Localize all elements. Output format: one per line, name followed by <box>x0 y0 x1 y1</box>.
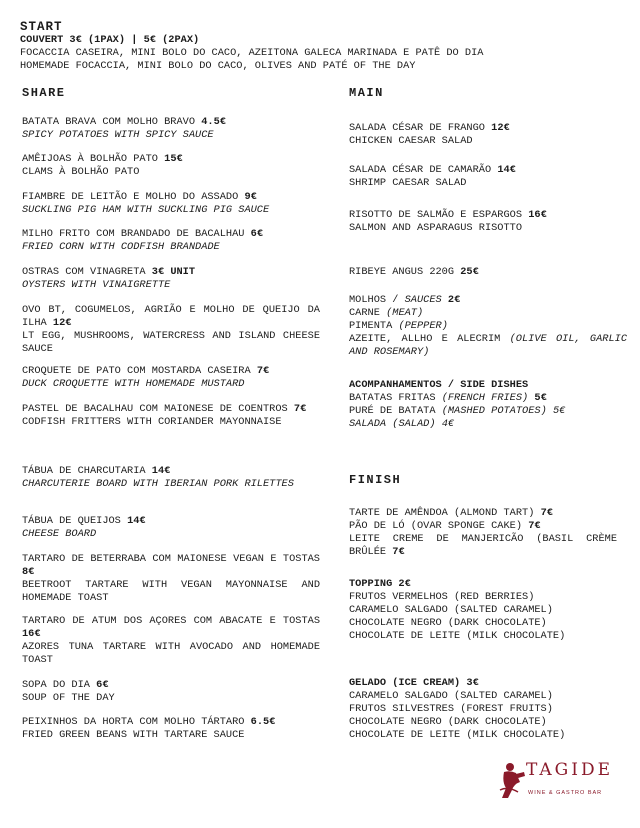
item-name-en: CHEESE BOARD <box>22 528 97 540</box>
brand-name: TAGIDE <box>526 760 614 780</box>
item-name-pt: TÁBUA DE QUEIJOS <box>22 515 121 527</box>
item-price: 14€ <box>127 515 146 527</box>
item-name-en: OYSTERS WITH VINAIGRETTE <box>22 279 171 291</box>
tagide-figure-icon <box>498 760 528 800</box>
gelado-option: CHOCOLATE NEGRO (DARK CHOCOLATE) <box>349 716 547 728</box>
sauces-title-pt: MOLHOS / <box>349 294 405 306</box>
couvert-title: COUVERT 3€ (1PAX) | 5€ (2PAX) <box>20 34 200 46</box>
sauce-option-pt: AZEITE, ALLHO E ALECRIM <box>349 333 501 345</box>
side-name-en: (MASHED POTATOES) <box>441 405 547 417</box>
item-name-pt: TÁBUA DE CHARCUTARIA <box>22 465 146 477</box>
topping-option: CHOCOLATE DE LEITE (MILK CHOCOLATE) <box>349 630 566 642</box>
side-name-pt: PURÉ DE BATATA <box>349 405 436 417</box>
item-price: 14€ <box>497 164 516 176</box>
finish-heading: FINISH <box>349 473 402 487</box>
item-name-pt: RISOTTO DE SALMÃO E ESPARGOS <box>349 209 523 221</box>
item-price: 25€ <box>460 266 479 278</box>
gelado-option: CHOCOLATE DE LEITE (MILK CHOCOLATE) <box>349 729 566 741</box>
desserts-block <box>349 507 617 559</box>
item-name-pt: PASTEL DE BACALHAU COM MAIONESE DE COENTROS <box>22 403 288 415</box>
tagide-logo <box>498 760 614 802</box>
item-name-pt: FIAMBRE DE LEITÃO E MOLHO DO ASSADO <box>22 191 239 203</box>
item-name-pt: BATATA BRAVA COM MOLHO BRAVO <box>22 116 196 128</box>
menu-item <box>22 615 320 667</box>
main-heading: MAIN <box>349 86 384 100</box>
menu-item <box>22 553 320 605</box>
item-name-pt: OVO BT, COGUMELOS, AGRIÃO E MOLHO DE QUEIJO DA ILHA <box>22 304 320 329</box>
dessert-price: 7€ <box>528 520 541 532</box>
menu-item <box>22 403 320 429</box>
item-price: 6.5€ <box>250 716 276 728</box>
item-name-en: CHARCUTERIE BOARD WITH IBERIAN PORK RILETTES <box>22 478 294 490</box>
item-price: 12€ <box>491 122 510 134</box>
topping-option: FRUTOS VERMELHOS (RED BERRIES) <box>349 591 535 603</box>
menu-item <box>22 266 320 292</box>
topping-option: CHOCOLATE NEGRO (DARK CHOCOLATE) <box>349 617 547 629</box>
dessert-price: 7€ <box>540 507 553 519</box>
item-name-en: SOUP OF THE DAY <box>22 692 115 704</box>
brand-tagline: WINE & GASTRO BAR <box>528 790 603 796</box>
side-name-en: (FRENCH FRIES) <box>441 392 529 404</box>
gelado-option: CARAMELO SALGADO (SALTED CARAMEL) <box>349 690 553 702</box>
item-price: 9€ <box>244 191 257 203</box>
share-section <box>22 86 320 741</box>
menu-item <box>349 209 629 235</box>
item-name-en: CHICKEN CAESAR SALAD <box>349 135 473 147</box>
item-name-en: AZORES TUNA TARTARE WITH AVOCADO AND HOMEMADE TOAST <box>22 641 320 666</box>
sauces-title-en: SAUCES <box>404 294 442 306</box>
side-price: 5€ <box>552 405 566 417</box>
menu-item <box>22 228 320 254</box>
item-price: 3€ UNIT <box>151 266 196 278</box>
couvert-description-en: HOMEMADE FOCACCIA, MINI BOLO DO CACO, OLIVES AND PATÉ OF THE DAY <box>20 60 416 72</box>
item-name-en: CLAMS À BOLHÃO PATO <box>22 166 140 178</box>
menu-item <box>22 515 320 541</box>
item-name-en: SHRIMP CAESAR SALAD <box>349 177 467 189</box>
main-section <box>349 86 629 741</box>
dessert-name: LEITE CREME DE MANJERICÃO (BASIL CRÈME BRÛLÉE <box>349 533 617 558</box>
share-heading: SHARE <box>22 86 66 100</box>
item-name-pt: TARTARO DE BETERRABA COM MAIONESE VEGAN E TOSTAS <box>22 553 320 565</box>
sides-title: ACOMPANHAMENTOS / SIDE DISHES <box>349 379 529 391</box>
item-name-pt: CROQUETE DE PATO COM MOSTARDA CASEIRA <box>22 365 251 377</box>
menu-item <box>22 153 320 179</box>
side-price: 5€ <box>534 392 547 404</box>
start-heading: START <box>20 20 63 34</box>
side-name-en: (SALAD) <box>392 418 436 430</box>
sauce-option-en: (OLIVE OIL, GARLIC AND ROSEMARY) <box>349 333 628 358</box>
dessert-name: PÃO DE LÓ (OVAR SPONGE CAKE) <box>349 520 523 532</box>
menu-item <box>22 716 320 742</box>
sauces-price: 2€ <box>447 294 461 306</box>
topping-option: CARAMELO SALGADO (SALTED CARAMEL) <box>349 604 553 616</box>
dessert-price: 7€ <box>392 546 405 558</box>
couvert-description-pt: FOCACCIA CASEIRA, MINI BOLO DO CACO, AZEITONA GALECA MARINADA E PATÊ DO DIA <box>20 47 484 59</box>
item-price: 15€ <box>164 153 183 165</box>
item-name-en: FRIED CORN WITH CODFISH BRANDADE <box>22 241 220 253</box>
sauce-option-pt: CARNE <box>349 307 380 319</box>
item-name-en: DUCK CROQUETTE WITH HOMEMADE MUSTARD <box>22 378 245 390</box>
menu-item <box>349 164 629 190</box>
gelado-title: GELADO (ICE CREAM) 3€ <box>349 677 479 689</box>
item-name-pt: AMÊIJOAS À BOLHÃO PATO <box>22 153 158 165</box>
item-name-pt: MILHO FRITO COM BRANDADO DE BACALHAU <box>22 228 245 240</box>
item-price: 14€ <box>151 465 171 477</box>
sauce-option-en: (MEAT) <box>386 307 424 319</box>
item-price: 6€ <box>250 228 263 240</box>
item-name-pt: SALADA CÉSAR DE CAMARÃO <box>349 164 492 176</box>
menu-item <box>349 122 629 148</box>
item-price: 7€ <box>256 365 270 377</box>
menu-item <box>22 116 320 142</box>
item-name-pt: SALADA CÉSAR DE FRANGO <box>349 122 485 134</box>
menu-item <box>22 191 320 217</box>
gelado-option: FRUTOS SILVESTRES (FOREST FRUITS) <box>349 703 553 715</box>
sauce-option-en: (PEPPER) <box>398 320 448 332</box>
item-name-en: SALMON AND ASPARAGUS RISOTTO <box>349 222 523 234</box>
start-section <box>20 20 620 73</box>
item-price: 8€ <box>22 566 35 578</box>
item-name-en: SPICY POTATOES WITH SPICY SAUCE <box>22 129 214 141</box>
item-price: 4.5€ <box>201 116 226 128</box>
item-price: 7€ <box>293 403 307 415</box>
menu-item <box>22 679 320 705</box>
sauces-block <box>349 294 629 359</box>
item-price: 6€ <box>96 679 109 691</box>
item-name-pt: OSTRAS COM VINAGRETA <box>22 266 146 278</box>
item-name-en: LT EGG, MUSHROOMS, WATERCRESS AND ISLAND CHEESE SAUCE <box>22 330 320 355</box>
item-name-pt: TARTARO DE ATUM DOS AÇORES COM ABACATE E TOSTAS <box>22 615 320 627</box>
menu-item <box>22 365 320 391</box>
menu-item <box>22 465 320 491</box>
topping-block <box>349 578 629 643</box>
topping-title: TOPPING 2€ <box>349 578 411 590</box>
sauce-option-pt: PIMENTA <box>349 320 393 332</box>
item-name-pt: SOPA DO DIA <box>22 679 90 691</box>
item-name-en: FRIED GREEN BEANS WITH TARTARE SAUCE <box>22 729 245 741</box>
side-price: 4€ <box>441 418 455 430</box>
item-name-en: BEETROOT TARTARE WITH VEGAN MAYONNAISE AND HOMEMADE TOAST <box>22 579 320 604</box>
menu-item <box>22 304 320 356</box>
item-name-pt: PEIXINHOS DA HORTA COM MOLHO TÁRTARO <box>22 716 245 728</box>
dessert-name: TARTE DE AMÊNDOA (ALMOND TART) <box>349 507 535 519</box>
menu-item <box>349 266 629 279</box>
item-price: 16€ <box>22 628 41 640</box>
gelado-block <box>349 677 629 742</box>
item-name-en: CODFISH FRITTERS WITH CORIANDER MAYONNAISE <box>22 416 282 428</box>
sides-block <box>349 379 629 431</box>
item-name-pt: RIBEYE ANGUS 220G <box>349 266 455 278</box>
side-name-pt: SALADA <box>349 418 387 430</box>
item-price: 16€ <box>528 209 547 221</box>
side-name-pt: BATATAS FRITAS <box>349 392 436 404</box>
item-price: 12€ <box>52 317 72 329</box>
item-name-en: SUCKLING PIG HAM WITH SUCKLING PIG SAUCE <box>22 204 270 216</box>
